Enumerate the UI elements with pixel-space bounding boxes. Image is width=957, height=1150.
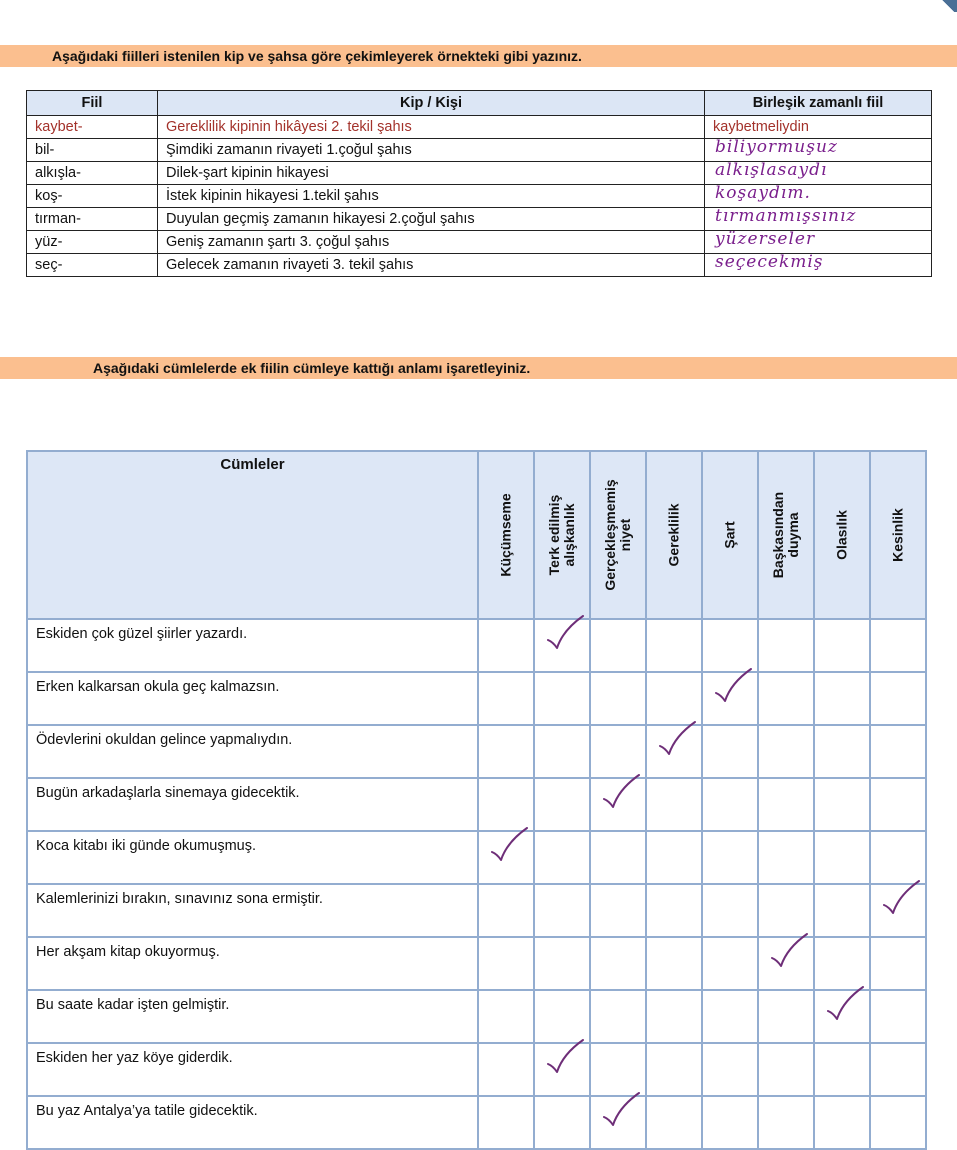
sentence-cell: Bugün arkadaşlarla sinemaya gidecektik. <box>27 778 478 831</box>
answer-cell[interactable] <box>478 619 534 672</box>
answer-cell[interactable] <box>870 990 926 1043</box>
table-row <box>27 884 926 937</box>
answer-cell[interactable] <box>590 884 646 937</box>
answer-cell[interactable] <box>590 1043 646 1096</box>
header-compound-verb: Birleşik zamanlı fiil <box>705 91 932 116</box>
sentence-cell: Ödevlerini okuldan gelince yapmalıydın. <box>27 725 478 778</box>
handwritten-answer[interactable]: koşaydım. <box>705 182 932 205</box>
answer-cell[interactable] <box>590 990 646 1043</box>
table-row <box>27 1043 926 1096</box>
answer-cell[interactable] <box>702 831 758 884</box>
category-label <box>723 521 738 548</box>
verb-cell: alkışla- <box>27 162 158 185</box>
category-label <box>603 479 633 590</box>
page-corner-decoration <box>939 0 957 12</box>
answer-cell[interactable] <box>758 672 814 725</box>
answer-cell[interactable] <box>534 937 590 990</box>
answer-cell[interactable] <box>590 672 646 725</box>
header-category <box>646 451 702 619</box>
table-row <box>27 672 926 725</box>
answer-cell[interactable] <box>590 619 646 672</box>
answer-cell[interactable] <box>814 884 870 937</box>
answer-cell[interactable] <box>534 990 590 1043</box>
answer-cell[interactable] <box>870 831 926 884</box>
answer-cell[interactable] <box>814 619 870 672</box>
answer-cell[interactable] <box>646 1043 702 1096</box>
sentence-cell: Bu yaz Antalya’ya tatile gidecektik. <box>27 1096 478 1149</box>
category-label-line: Terk edilmiş <box>546 494 562 576</box>
answer-cell[interactable] <box>702 1096 758 1149</box>
header-verb: Fiil <box>27 91 158 116</box>
table-header-row <box>27 91 932 116</box>
answer-cell[interactable] <box>758 725 814 778</box>
section2-instruction-banner <box>0 357 957 379</box>
answer-cell[interactable] <box>702 884 758 937</box>
answer-cell[interactable] <box>702 778 758 831</box>
table-header-row <box>27 451 926 619</box>
verb-cell: bil- <box>27 139 158 162</box>
checkmark-icon <box>601 1089 641 1131</box>
answer-cell[interactable] <box>814 831 870 884</box>
table-row <box>27 831 926 884</box>
section1-instruction: Aşağıdaki fiilleri istenilen kip ve şahsa göre çekimleyerek örnekteki gibi yazınız. <box>52 48 582 64</box>
answer-cell[interactable] <box>534 725 590 778</box>
category-label-line: duyma <box>785 512 801 558</box>
answer-cell[interactable] <box>478 725 534 778</box>
answer-cell[interactable] <box>870 725 926 778</box>
mood-cell: Geniş zamanın şartı 3. çoğul şahıs <box>158 231 705 254</box>
checkmark-icon <box>601 771 641 813</box>
category-label <box>547 495 577 576</box>
mood-cell: Şimdiki zamanın rivayeti 1.çoğul şahıs <box>158 139 705 162</box>
answer-cell[interactable] <box>870 778 926 831</box>
header-mood-person: Kip / Kişi <box>158 91 705 116</box>
answer-cell[interactable] <box>870 619 926 672</box>
answer-cell[interactable] <box>814 937 870 990</box>
category-label-line: Gereklilik <box>665 503 682 567</box>
checkmark-icon <box>769 930 809 972</box>
checkmark-icon <box>545 612 585 654</box>
table-row <box>27 778 926 831</box>
header-category <box>870 451 926 619</box>
handwritten-answer[interactable]: biliyormuşuz <box>705 136 932 159</box>
sentence-cell: Koca kitabı iki günde okumuşmuş. <box>27 831 478 884</box>
answer-cell[interactable] <box>646 1096 702 1149</box>
answer-cell[interactable] <box>646 619 702 672</box>
section1-instruction-banner <box>0 45 957 67</box>
category-label-line: niyet <box>617 518 633 552</box>
answer-cell[interactable] <box>646 725 702 778</box>
header-category <box>814 451 870 619</box>
verb-cell: seç- <box>27 254 158 277</box>
table-row <box>27 1096 926 1149</box>
auxiliary-verb-meaning-table <box>26 450 927 1150</box>
answer-cell[interactable] <box>758 778 814 831</box>
checkmark-icon <box>825 983 865 1025</box>
answer-cell[interactable] <box>534 884 590 937</box>
answer-cell[interactable] <box>758 1096 814 1149</box>
category-label <box>891 508 906 562</box>
mood-cell: Dilek-şart kipinin hikayesi <box>158 162 705 185</box>
category-label <box>835 510 850 560</box>
table-row <box>27 937 926 990</box>
header-category <box>534 451 590 619</box>
verb-conjugation-table <box>26 90 932 277</box>
answer-cell[interactable] <box>758 619 814 672</box>
table-row <box>27 254 932 277</box>
table-row <box>27 990 926 1043</box>
category-label <box>667 503 682 566</box>
answer-cell[interactable] <box>814 778 870 831</box>
answer-cell[interactable] <box>702 725 758 778</box>
checkmark-icon <box>545 1036 585 1078</box>
answer-cell[interactable] <box>590 831 646 884</box>
answer-cell[interactable] <box>646 672 702 725</box>
answer-cell[interactable] <box>534 619 590 672</box>
answer-cell[interactable] <box>478 1096 534 1149</box>
answer-cell[interactable] <box>590 725 646 778</box>
answer-cell[interactable] <box>534 672 590 725</box>
sentence-cell: Bu saate kadar işten gelmiştir. <box>27 990 478 1043</box>
answer-cell[interactable] <box>590 778 646 831</box>
mood-cell: Duyulan geçmiş zamanın hikayesi 2.çoğul şahıs <box>158 208 705 231</box>
answer-cell[interactable] <box>590 937 646 990</box>
answer-cell[interactable] <box>702 619 758 672</box>
answer-cell[interactable] <box>478 672 534 725</box>
category-label-line: Şart <box>721 521 738 549</box>
answer-cell[interactable] <box>478 1043 534 1096</box>
example-verb: kaybet- <box>27 116 158 139</box>
answer-cell[interactable] <box>870 1043 926 1096</box>
answer-cell[interactable] <box>534 1043 590 1096</box>
answer-cell[interactable] <box>646 990 702 1043</box>
answer-cell[interactable] <box>758 937 814 990</box>
table-row <box>27 725 926 778</box>
sentence-cell: Eskiden çok güzel şiirler yazardı. <box>27 619 478 672</box>
answer-cell[interactable] <box>646 831 702 884</box>
mood-cell: Gelecek zamanın rivayeti 3. tekil şahıs <box>158 254 705 277</box>
answer-cell[interactable] <box>646 778 702 831</box>
answer-cell[interactable] <box>758 1043 814 1096</box>
category-label-line: Kesinlik <box>889 508 906 562</box>
verb-cell: koş- <box>27 185 158 208</box>
category-label-line: alışkanlık <box>561 503 577 567</box>
answer-cell[interactable] <box>814 990 870 1043</box>
checkmark-icon <box>881 877 921 919</box>
answer-cell[interactable] <box>870 937 926 990</box>
answer-cell[interactable] <box>870 672 926 725</box>
header-category <box>478 451 534 619</box>
header-sentences: Cümleler <box>27 451 478 619</box>
answer-cell[interactable] <box>590 1096 646 1149</box>
answer-cell[interactable] <box>646 884 702 937</box>
verb-cell: tırman- <box>27 208 158 231</box>
answer-cell[interactable] <box>870 884 926 937</box>
category-label-line: Gerçekleşmemiş <box>602 479 618 591</box>
header-category <box>758 451 814 619</box>
example-answer: kaybetmeliydin <box>705 116 932 139</box>
answer-cell[interactable] <box>478 937 534 990</box>
section2-instruction: Aşağıdaki cümlelerde ek fiilin cümleye kattığı anlamı işaretleyiniz. <box>93 360 531 376</box>
answer-cell[interactable] <box>870 1096 926 1149</box>
answer-cell[interactable] <box>702 672 758 725</box>
answer-cell[interactable] <box>758 990 814 1043</box>
answer-cell[interactable] <box>702 990 758 1043</box>
sentence-cell: Kalemlerinizi bırakın, sınavınız sona ermiştir. <box>27 884 478 937</box>
answer-cell[interactable] <box>478 990 534 1043</box>
checkmark-icon <box>489 824 529 866</box>
sentence-cell: Her akşam kitap okuyormuş. <box>27 937 478 990</box>
checkmark-icon <box>657 718 697 760</box>
header-category <box>702 451 758 619</box>
answer-cell[interactable] <box>478 831 534 884</box>
handwritten-answer[interactable]: tırmanmışsınız <box>705 205 932 228</box>
answer-cell[interactable] <box>478 778 534 831</box>
answer-cell[interactable] <box>534 831 590 884</box>
answer-cell[interactable] <box>534 1096 590 1149</box>
category-label-line: Küçümseme <box>497 493 514 577</box>
handwritten-answer[interactable]: yüzerseler <box>705 228 932 251</box>
sentence-cell: Erken kalkarsan okula geç kalmazsın. <box>27 672 478 725</box>
example-mood: Gereklilik kipinin hikâyesi 2. tekil şahıs <box>158 116 705 139</box>
category-label-line: Olasılık <box>833 510 850 560</box>
sentence-cell: Eskiden her yaz köye giderdik. <box>27 1043 478 1096</box>
mood-cell: İstek kipinin hikayesi 1.tekil şahıs <box>158 185 705 208</box>
answer-cell[interactable] <box>814 725 870 778</box>
handwritten-answer[interactable]: seçecekmiş <box>705 251 932 274</box>
handwritten-answer[interactable]: alkışlasaydı <box>705 159 932 182</box>
answer-cell[interactable] <box>758 831 814 884</box>
answer-cell[interactable] <box>702 937 758 990</box>
answer-cell[interactable] <box>814 1096 870 1149</box>
answer-cell[interactable] <box>814 1043 870 1096</box>
answer-cell[interactable] <box>758 884 814 937</box>
category-label <box>771 492 801 578</box>
header-category <box>590 451 646 619</box>
answer-cell[interactable] <box>534 778 590 831</box>
checkmark-icon <box>713 665 753 707</box>
category-label <box>499 493 514 576</box>
category-label-line: Başkasından <box>770 491 786 579</box>
answer-cell[interactable] <box>702 1043 758 1096</box>
answer-cell[interactable] <box>478 884 534 937</box>
table-row <box>27 619 926 672</box>
answer-cell[interactable] <box>814 672 870 725</box>
answer-cell[interactable] <box>646 937 702 990</box>
verb-cell: yüz- <box>27 231 158 254</box>
